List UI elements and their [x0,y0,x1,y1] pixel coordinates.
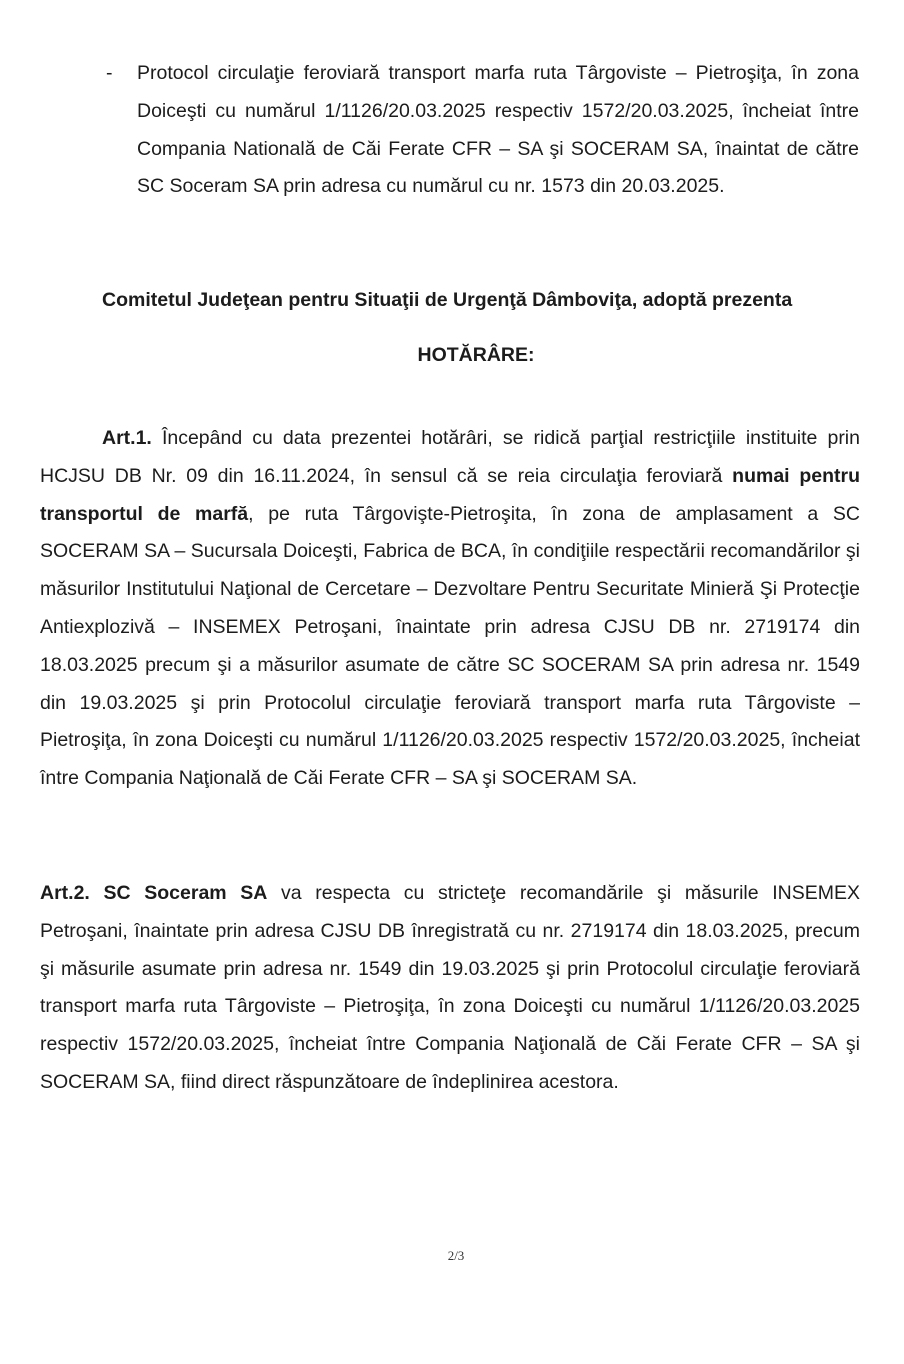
article-2-text: va respecta cu stricteţe recomandările şi măsurile INSEMEX Petroşani, înaintate prin adresa CJSU DB înregistrată cu nr. 2719174 din 18.03.2025, precum şi măsurile asumate prin adresa nr. 1549 din 19.03.2025 şi prin Protocolul circulaţie feroviară transport marfa ruta Târgoviste – Pietroşiţa, în zona Doiceşti cu numărul 1/1126/20.03.2025 respectiv 1572/20.03.2025, încheiat între Compania Naţională de Căi Ferate CFR – SA şi SOCERAM SA, fiind direct răspunzătoare de îndeplinirea acestora. [40,882,861,1093]
intro-text: Comitetul Judeţean pentru Situaţii de Urgenţă Dâmboviţa, adoptă prezenta [102,289,793,311]
intro-statement [40,285,860,315]
article-1-emphasis: numai pentru transportul de marfă [40,464,860,525]
article-2 [40,875,860,1102]
article-1 [40,420,860,798]
article-1-label: Art.1. [102,427,152,449]
article-1-text-a: Începând cu data prezentei hotărâri, se ridică parţial restricţiile instituite prin HCJSU DB Nr. 09 din 16.11.2024, în sensul că se reia circulaţia feroviară [40,427,860,487]
article-1-text-b: , pe ruta Târgovişte-Pietroşita, în zona de amplasament a SC SOCERAM SA – Sucursala Doiceşti, Fabrica de BCA, în condiţiile respectării recomandărilor şi măsurilor Institutului Naţional de Cercetare – Dezvoltare Pentru Securitate Minieră Şi Protecţie Antiexplozivă – INSEMEX Petroşani, înaintate prin adresa CJSU DB nr. 2719174 din 18.03.2025 precum şi a măsurilor asumate de către SC SOCERAM SA prin adresa nr. 1549 din 19.03.2025 şi prin Protocolul circulaţie feroviară transport marfa ruta Târgoviste – Pietroşiţa, în zona Doiceşti cu numărul 1/1126/20.03.2025 respectiv 1572/20.03.2025, încheiat între Compania Naţională de Căi Ferate CFR – SA şi SOCERAM SA. [40,502,861,790]
decision-heading: HOTĂRÂRE: [417,344,535,366]
bullet-dash: - [106,62,113,84]
bullet-protocol-text: Protocol circulaţie feroviară transport marfa ruta Târgoviste – Pietroşiţa, în zona Doiceşti cu numărul 1/1126/20.03.2025 respectiv 1572/20.03.2025, încheiat între Compania Natională de Căi Ferate CFR – SA şi SOCERAM SA, înaintat de către SC Soceram SA prin adresa cu numărul cu nr. 1573 din 20.03.2025. [137,62,859,198]
article-2-label: Art.2. SC Soceram SA [40,882,268,904]
page-number: 2/3 [447,1248,465,1263]
